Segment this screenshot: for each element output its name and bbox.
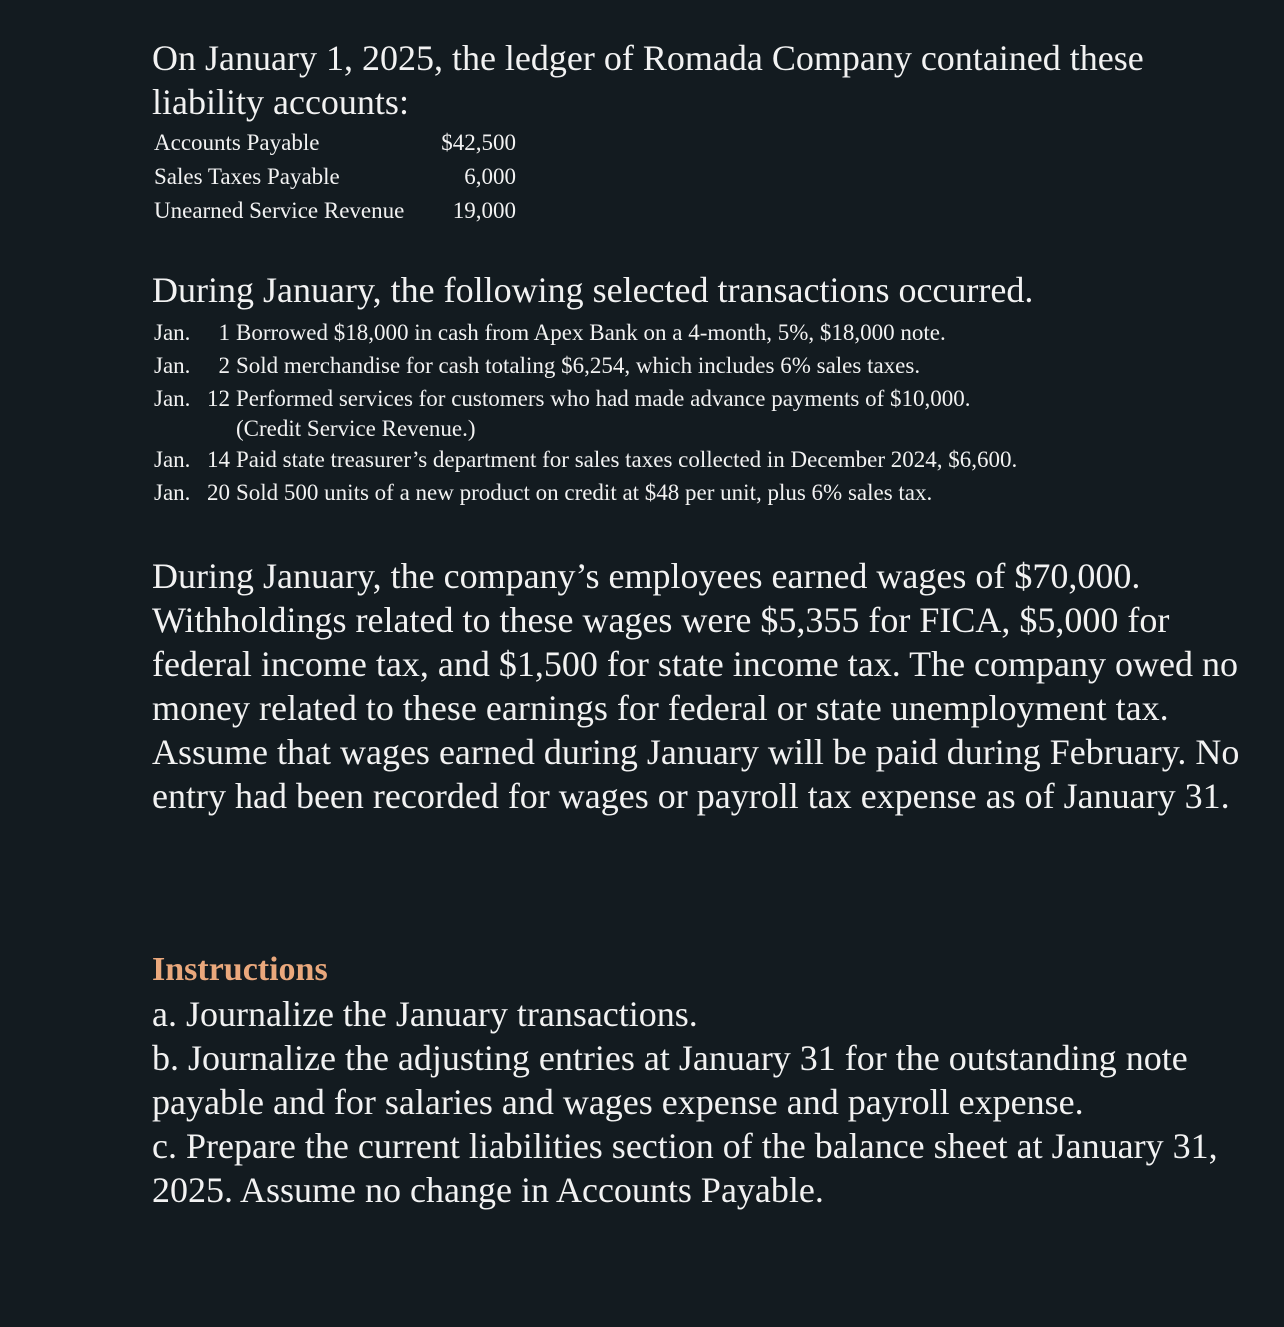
instruction-b: b. Journalize the adjusting entries at January 31 for the outstanding note payable and for salaries and wages expense and payroll expense. [152, 1038, 1188, 1122]
transaction-month: Jan. [154, 480, 191, 505]
ledger-account: Accounts Payable [154, 130, 320, 155]
ledger-amount: $42,500 [441, 130, 516, 155]
ledger-amount: 6,000 [464, 164, 516, 189]
instruction-c: c. Prepare the current liabilities section of the balance sheet at January 31, 2025. Assume no change in Accounts Payable. [152, 1126, 1218, 1210]
transaction-item [152, 443, 1262, 476]
payroll-paragraph: During January, the company’s employees earned wages of $70,000. Withholdings related to these wages were $5,355 for FICA, $5,000 for federal income tax, and $1,500 for state income tax. The company owed no money related to these earnings for federal or state unemployment tax. Assume that wages earned during January will be paid during February. No entry had been recorded for wages or payroll tax expense as of January 31. [152, 556, 1240, 816]
transaction-month: Jan. [154, 320, 191, 345]
ledger-account: Sales Taxes Payable [154, 164, 340, 189]
transactions-list [152, 316, 1262, 509]
ledger-row [152, 194, 516, 228]
instructions-section [152, 948, 1262, 1212]
transaction-text: Borrowed $18,000 in cash from Apex Bank on a 4-month, 5%, $18,000 note. [236, 320, 946, 345]
transaction-month: Jan. [154, 447, 191, 472]
instructions-heading: Instructions [152, 951, 328, 988]
transaction-month: Jan. [154, 386, 191, 411]
transaction-text: Paid state treasurer’s department for sales taxes collected in December 2024, $6,600. [236, 447, 1018, 472]
ledger-account: Unearned Service Revenue [154, 198, 405, 223]
problem-document [152, 36, 1262, 1210]
transaction-item [152, 382, 1262, 443]
transaction-item [152, 476, 1262, 509]
ledger-table [152, 126, 1262, 228]
transaction-day: 1 [218, 320, 230, 345]
ledger-row [152, 160, 516, 194]
transaction-month: Jan. [154, 353, 191, 378]
payroll-section [152, 554, 1262, 818]
transaction-day: 2 [218, 353, 230, 378]
transaction-text: Sold 500 units of a new product on credit at $48 per unit, plus 6% sales tax. [236, 480, 933, 505]
transaction-text-wrap [236, 382, 1262, 443]
instruction-a: a. Journalize the January transactions. [152, 994, 698, 1034]
transaction-day: 14 [207, 447, 230, 472]
transaction-text: Sold merchandise for cash totaling $6,254, which includes 6% sales taxes. [236, 353, 921, 378]
ledger-row [152, 126, 516, 160]
transaction-continuation: (Credit Service Revenue.) [236, 416, 476, 441]
intro-text: On January 1, 2025, the ledger of Romada Company contained these liability accounts: [152, 38, 1144, 122]
transactions-section [152, 268, 1262, 509]
ledger-amount: 19,000 [452, 198, 516, 223]
transaction-day: 20 [207, 480, 230, 505]
transaction-text: Performed services for customers who had made advance payments of $10,000. [236, 386, 971, 411]
transaction-item [152, 316, 1262, 349]
transaction-item [152, 349, 1262, 382]
transaction-day: 12 [207, 386, 230, 411]
transactions-heading: During January, the following selected transactions occurred. [152, 270, 1034, 310]
